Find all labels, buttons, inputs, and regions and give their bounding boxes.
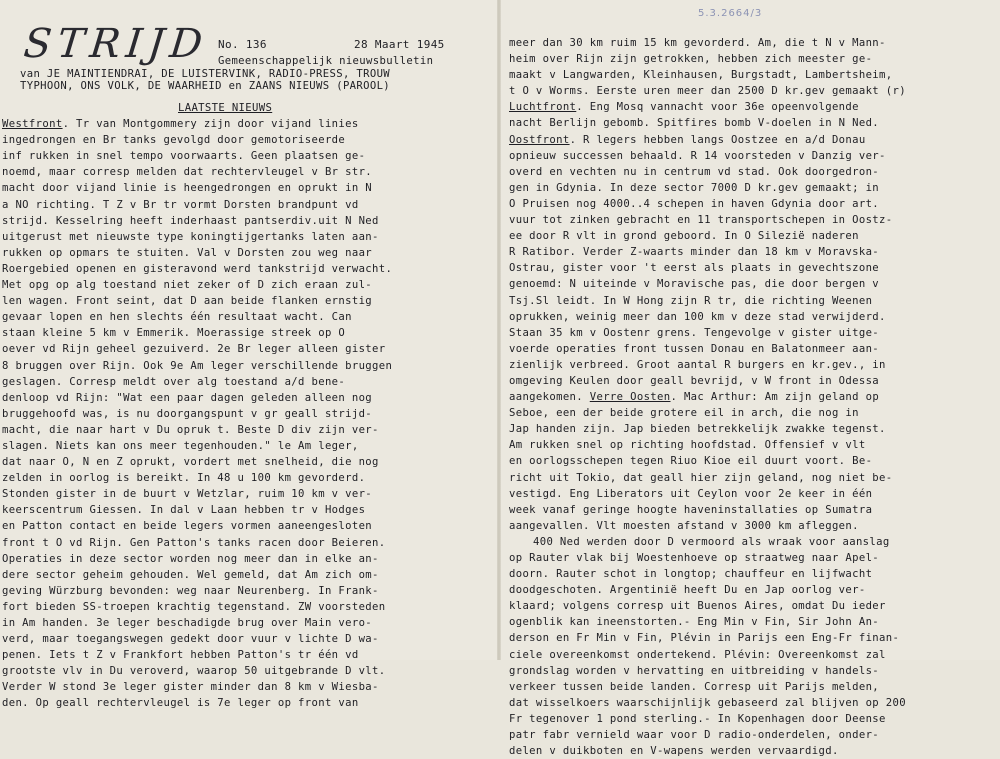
article-line: grondslag worden v hervatting en uitbreiding v handels- — [509, 664, 880, 677]
article-line: grootste vlv in Du veroverd, waarop 50 uitgebrande D vlt. — [2, 665, 386, 678]
article-line: opnieuw successen behaald. R 14 voorsteden v Danzig ver- — [509, 149, 886, 162]
archive-stamp: 5.3.2664/3 — [698, 8, 763, 19]
article-line: 8 bruggen over Rijn. Ook 9e Am leger verschillende bruggen — [2, 359, 393, 372]
article-line: macht door vijand linie is heengedrongen en oprukt in N — [2, 182, 373, 195]
article-line: strijd. Kesselring heeft inderhaast pantserdiv.uit N Ned — [2, 214, 379, 227]
article-line: en oorlogsschepen tegen Riuo Kioe eil duurt voort. Be- — [509, 455, 873, 468]
subtitle-line: van JE MAINTIENDRAI, DE LUISTERVINK, RADIO-PRESS, TROUW — [20, 67, 391, 80]
masthead-subtitle — [20, 55, 434, 93]
article-line: omgeving Keulen door geall bevrijd, v W front in Odessa — [509, 374, 880, 387]
article-line: en Patton contact en beide legers vormen aaneengesloten — [2, 520, 373, 533]
article-line: doodgeschoten. Argentinië heeft Du en Jap oorlog ver- — [509, 584, 866, 597]
article-line: ee door R vlt in grond geboord. In O Silezië naderen — [509, 230, 859, 243]
article-line: dat wisselkoers waarschijnlijk gebaseerd zal blijven op 200 — [509, 696, 906, 709]
article-line: aangevallen. Vlt moesten afstand v 3000 km afleggen. — [509, 519, 859, 532]
article-line: Stonden gister in de buurt v Wetzlar, ruim 10 km v ver- — [2, 488, 373, 501]
article-line: ogenblik kan ineenstorten.- Eng Min v Fin, Sir John An- — [509, 616, 880, 629]
article-line: dat naar O, N en Z oprukt, vordert met snelheid, die nog — [2, 456, 379, 469]
article-line: geving Würzburg bevonden: weg naar Neurenberg. In Frank- — [2, 584, 379, 597]
article-line: genoemd: N uiteinde v Moravische pas, die door bergen v — [509, 278, 880, 291]
article-line: maakt v Langwarden, Kleinhausen, Burgstadt, Lambertsheim, — [509, 69, 893, 82]
oostfront-heading: Oostfront — [509, 133, 570, 146]
article-line: week vanaf geringe hoogte haveninstallaties op Sumatra — [509, 503, 873, 516]
article-line: in Am handen. 3e leger beschadigde brug over Main vero- — [2, 617, 373, 629]
masthead — [2, 0, 494, 97]
article-line: Operaties in deze sector worden nog meer dan in elke an- — [2, 552, 379, 565]
article-line: verkeer tussen beide landen. Corresp uit Parijs melden, — [509, 680, 880, 693]
article-line: Luchtfront. Eng Mosq vannacht voor 36e opeenvolgende — [509, 101, 859, 114]
article-line: O Pruisen nog 4000..4 schepen in haven Gdynia door art. — [509, 197, 880, 210]
article-line: klaard; volgens corresp uit Buenos Aires, omdat Du ieder — [509, 600, 886, 613]
article-line: Staan 35 km v Oostenr grens. Tengevolge v gister uitge- — [509, 326, 880, 339]
article-line: noemd, maar corresp melden dat rechtervleugel v Br str. — [2, 166, 373, 179]
article-line: inf rukken in snel tempo voorwaarts. Geen plaatsen ge- — [2, 150, 366, 163]
right-column — [509, 35, 995, 759]
article-line: Tsj.Sl leidt. In W Hong zijn R tr, die richting Weenen — [509, 294, 873, 307]
article-line: Westfront. Tr van Montgommery zijn door vijand linies — [2, 118, 359, 131]
article-line: macht, die naar hart v Du opruk t. Beste D div zijn ver- — [2, 423, 379, 436]
article-line: ingedrongen en Br tanks gevolgd door gemotoriseerde — [2, 134, 346, 147]
page-fold — [497, 0, 501, 660]
article-line: Jap handen zijn. Jap bieden betrekkelijk zwakke tegenst. — [509, 423, 886, 436]
article-line: Met opg op alg toestand niet zeker of D zich eraan zul- — [2, 279, 373, 292]
article-line: a NO richting. T Z v Br tr vormt Dorsten brandpunt vd — [2, 198, 359, 211]
article-line: zienlijk verbreed. Groot aantal R burgers en kr.gev., in — [509, 358, 886, 371]
article-line: staan kleine 5 km v Emmerik. Moerassige streek op O — [2, 327, 346, 340]
article-line: aangekomen. Verre Oosten. Mac Arthur: Am zijn geland op — [509, 391, 880, 404]
article-line: vuur tot zinken gebracht en 11 transportschepen in Oostz- — [509, 214, 893, 227]
article-line: Seboe, een der beide grotere eil in arch, die nog in — [509, 407, 859, 420]
article-line: verd, maar toegangswegen gedekt door vuur v lichte D wa- — [2, 633, 379, 646]
article-line: oever vd Rijn geheel gezuiverd. 2e Br leger alleen gister — [2, 343, 386, 356]
article-line: op Rauter vlak bij Woestenhoeve op straatweg naar Apel- — [509, 552, 880, 564]
article-line: uitgerust met nieuwste type koningtijgertanks laten aan- — [2, 230, 379, 243]
issue-date: 28 Maart 1945 — [354, 38, 445, 51]
article-line: doorn. Rauter schot in longtop; chauffeur en lijfwacht — [509, 568, 873, 581]
article-line: vestigd. Eng Liberators uit Ceylon voor 2e keer in één — [509, 487, 873, 500]
article-line: meer dan 30 km ruim 15 km gevorderd. Am, die t N v Mann- — [509, 37, 886, 49]
article-line: denloop vd Rijn: "Wat een paar dagen geleden alleen nog — [2, 391, 373, 404]
article-line: front t O vd Rijn. Gen Patton's tanks racen door Beieren. — [2, 536, 386, 549]
article-line: dere sector geheim gehouden. Wel gemeld, dat Am zich om- — [2, 568, 379, 581]
section-title: LAATSTE NIEUWS — [178, 102, 273, 114]
article-line: den. Op geall rechtervleugel is 7e leger op front van — [2, 697, 359, 710]
article-line: ciele overeenkomst ondertekend. Plévin: Overeenkomst zal — [509, 648, 886, 661]
article-line: Roergebied openen en gisteravond werd tankstrijd verwacht. — [2, 262, 393, 275]
article-line: Am rukken snel op richting hoofdstad. Offensief v vlt — [509, 439, 866, 452]
article-line: patr fabr vernield waar voor D radio-onderdelen, onder- — [509, 729, 880, 742]
verre-oosten-heading: Verre Oosten — [589, 391, 671, 404]
article-line: gen in Gdynia. In deze sector 7000 D kr.gev gemaakt; in — [509, 181, 880, 194]
article-line: geslagen. Corresp meldt over alg toestand a/d bene- — [2, 375, 346, 388]
article-line: keerscentrum Giessen. In dal v Laan hebben tr v Hodges — [2, 504, 366, 517]
article-line: penen. Iets t Z v Frankfort hebben Patton's tr één vd — [2, 649, 359, 662]
article-line: gevaar lopen en hen slechts één resultaat wacht. Can — [2, 311, 352, 324]
issue-number: No. 136 — [218, 38, 267, 51]
subtitle-line: TYPHOON, ONS VOLK, DE WAARHEID en ZAANS NIEUWS (PAROOL) — [20, 80, 391, 93]
article-line: R Ratibor. Verder Z-waarts minder dan 18 km v Moravska- — [509, 246, 880, 259]
article-line: richt uit Tokio, dat geall hier zijn geland, nog niet be- — [509, 471, 893, 484]
article-line: voerde operaties front tussen Donau en Balatonmeer aan- — [509, 342, 880, 355]
article-line: Fr tegenover 1 pond sterling.- In Kopenhagen door Deense — [509, 712, 886, 725]
article-line: derson en Fr Min v Fin, Plévin in Parijs een Eng-Fr finan- — [509, 632, 900, 645]
article-line: heim over Rijn zijn getrokken, hebben zich meester ge- — [509, 53, 873, 66]
article-line: Ostrau, gister voor 't eerst als plaats in gevechtszone — [509, 262, 880, 275]
article-line: Verder W stond 3e leger gister minder dan 8 km v Wiesba- — [2, 681, 379, 694]
article-line: fort bieden SS-troepen krachtig tegenstand. ZW voorsteden — [2, 600, 386, 613]
article-line: bruggehoofd was, is nu doorgangspunt v gr geall strijd- — [2, 407, 373, 420]
luchtfront-heading: Luchtfront — [509, 101, 577, 114]
westfront-heading: Westfront — [2, 118, 63, 131]
article-line: rukken op opmars te stuiten. Val v Dorsten zou weg naar — [2, 246, 373, 259]
article-line: len wagen. Front seint, dat D aan beide flanken ernstig — [2, 295, 373, 308]
newsletter-logo: STRIJD — [21, 21, 211, 67]
article-line: oprukken, weinig meer dan 100 km v deze stad verwijderd. — [509, 310, 886, 323]
article-line: nacht Berlijn gebomb. Spitfires bomb V-doelen in N Ned. — [509, 117, 880, 130]
article-line: slagen. Niets kan ons meer tegenhouden." le Am leger, — [2, 439, 359, 452]
article-line: 400 Ned werden door D vermoord als wraak voor aanslag — [533, 535, 890, 548]
article-line: zelden in oorlog is bereikt. In 48 u 100 km gevorderd. — [2, 472, 366, 485]
article-line: delen v duikboten en V-wapens werden vervaardigd. — [509, 745, 839, 758]
article-line: overd en vechten nu in centrum vd stad. Ook doorgedron- — [509, 165, 880, 178]
article-line: t O v Worms. Eerste uren meer dan 2500 D kr.gev gemaakt (r) — [509, 85, 906, 98]
subtitle-line: Gemeenschappelijk nieuwsbulletin — [218, 55, 434, 67]
left-column — [2, 0, 494, 712]
article-line: Oostfront. R legers hebben langs Oostzee en a/d Donau — [509, 133, 866, 146]
